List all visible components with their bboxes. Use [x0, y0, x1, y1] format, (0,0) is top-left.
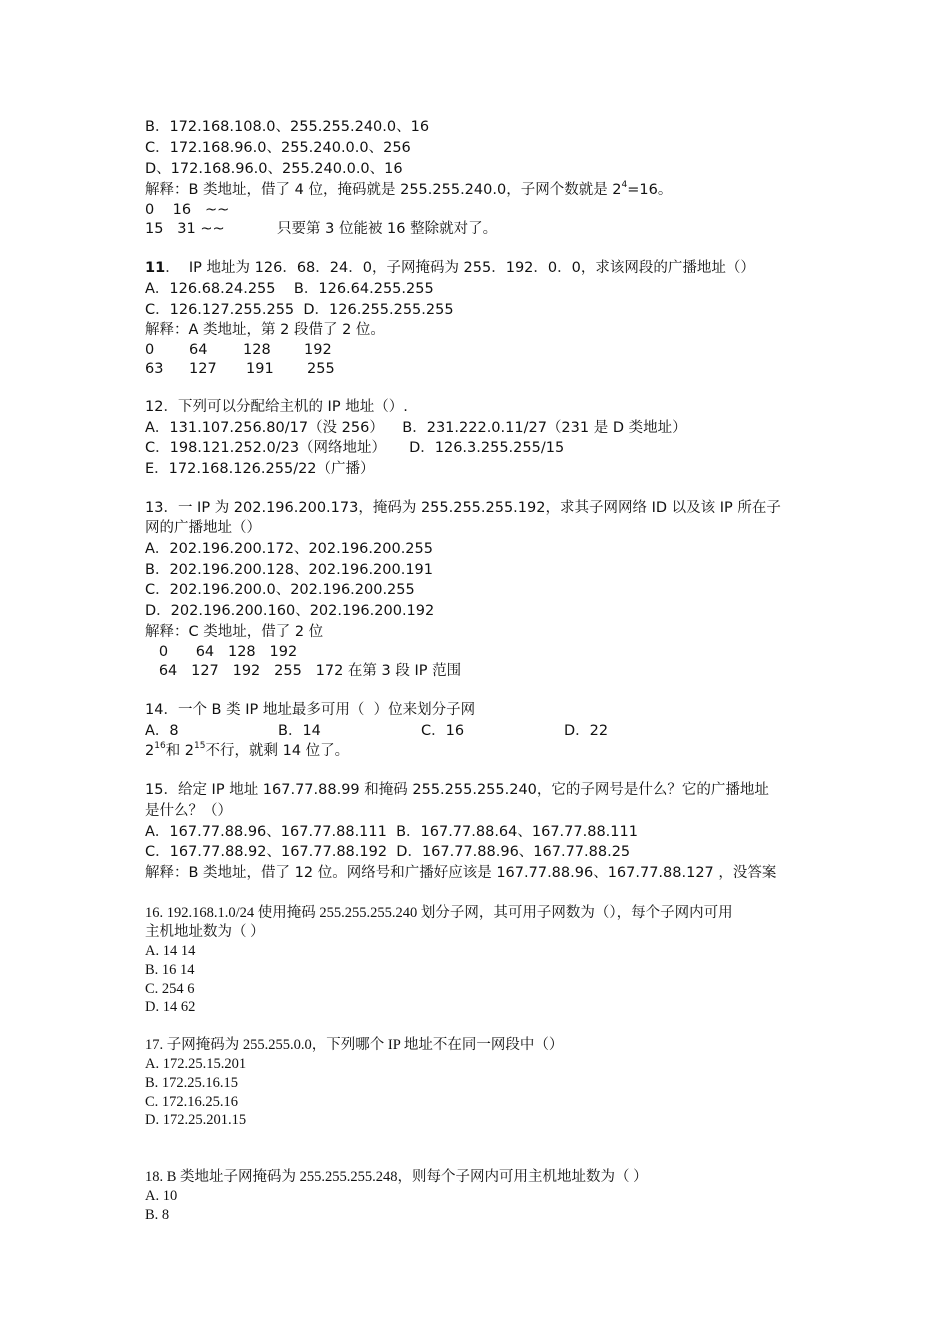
q15-options-ab: A．167.77.88.96、167.77.88.111 B．167.77.88.64、167.77.88.111 [145, 824, 638, 840]
q16-question-line-2: 主机地址数为（ ） [145, 924, 265, 940]
q10-option-b: B．172.168.108.0、255.255.240.0、16 [145, 119, 430, 135]
q14-note-exp-1: 16 [154, 741, 166, 752]
q13-range-row-1: 0 64 128 192 [145, 644, 298, 660]
q16-option-d: D. 14 62 [145, 999, 196, 1015]
q18-question: 18. B 类地址子网掩码为 255.255.255.248，则每个子网内可用主机地址数为（ ） [145, 1169, 648, 1185]
q10-range-row-1: 0 16 ~~ [145, 202, 230, 218]
q11-range-r2-c2: 127 [189, 361, 217, 377]
q16-question-line-1: 16. 192.168.1.0/24 使用掩码 255.255.255.240 划分子网，其可用子网数为（），每个子网内可用 [145, 905, 733, 921]
q10-explanation-result: =16。 [627, 182, 673, 198]
q14-option-c: C．16 [421, 723, 465, 739]
q11-range-r1-c4: 192 [304, 342, 332, 358]
q11-range-r2-c3: 191 [246, 361, 274, 377]
q12-options-ab: A．131.107.256.80/17（没 256） B．231.222.0.11/27（231 是 D 类地址） [145, 420, 687, 436]
q17-option-c: C. 172.16.25.16 [145, 1094, 239, 1110]
q10-range-note: 只要第 3 位能被 16 整除就对了。 [277, 221, 498, 237]
q10-exponent: 4 [621, 180, 628, 191]
q12-question: 12．下列可以分配给主机的 IP 地址（）. [145, 399, 408, 415]
q17-option-a: A. 172.25.15.201 [145, 1056, 247, 1072]
q14-option-b: B．14 [278, 723, 321, 739]
q14-note-tail: 不行，就剩 14 位了。 [205, 743, 350, 759]
q16-option-c: C. 254 6 [145, 981, 195, 997]
q15-question-line-2: 是什么？（） [145, 803, 232, 819]
q10-option-d: D、172.168.96.0、255.240.0.0、16 [145, 161, 403, 177]
q12-option-e: E．172.168.126.255/22（广播） [145, 461, 375, 477]
q14-option-a: A．8 [145, 723, 179, 739]
q15-options-cd: C．167.77.88.92、167.77.88.192 D．167.77.88.96、167.77.88.25 [145, 844, 631, 860]
q11-range-r2-c4: 255 [307, 361, 335, 377]
q14-note-base-1: 2 [145, 743, 155, 759]
q13-option-a: A．202.196.200.172、202.196.200.255 [145, 541, 433, 557]
q16-option-b: B. 16 14 [145, 962, 195, 978]
q11-options-cd: C．126.127.255.255 D．126.255.255.255 [145, 302, 454, 318]
q14-option-d: D．22 [564, 723, 609, 739]
q13-option-b: B．202.196.200.128、202.196.200.191 [145, 562, 434, 578]
q10-range-row-2: 15 31 ~~ [145, 221, 225, 237]
q16-option-a: A. 14 14 [145, 943, 196, 959]
q15-question-line-1: 15．给定 IP 地址 167.77.88.99 和掩码 255.255.255.240，它的子网号是什么？它的广播地址 [145, 782, 769, 798]
q11-options-ab: A．126.68.24.255 B．126.64.255.255 [145, 281, 434, 297]
q14-note-exp-2: 15 [194, 741, 206, 752]
q13-question-line-1: 13．一 IP 为 202.196.200.173，掩码为 255.255.255.192，求其子网网络 ID 以及该 IP 所在子 [145, 500, 781, 516]
q12-options-cd: C．198.121.252.0/23（网络地址） D．126.3.255.255/15 [145, 440, 565, 456]
q11-question-text: ． IP 地址为 126．68．24．0，子网掩码为 255．192．0．0，求该网段的广播地址（） [165, 260, 755, 276]
q13-question-line-2: 网的广播地址（） [145, 520, 261, 536]
q14-note-mid: 和 2 [165, 743, 195, 759]
q11-question [145, 258, 755, 278]
q11-range-r2-c1: 63 [145, 361, 164, 377]
q10-explanation [145, 180, 672, 200]
q11-number: 11 [145, 260, 166, 276]
q11-range-r1-c2: 64 [189, 342, 208, 358]
q17-question: 17. 子网掩码为 255.255.0.0，下列哪个 IP 地址不在同一网段中（） [145, 1037, 564, 1053]
q15-explanation: 解释：B 类地址，借了 12 位。网络号和广播好应该是 167.77.88.96、167.77.88.127 ，没答案 [145, 865, 777, 881]
q11-range-r1-c3: 128 [243, 342, 271, 358]
q10-option-c: C．172.168.96.0、255.240.0.0、256 [145, 140, 411, 156]
q13-option-c: C．202.196.200.0、202.196.200.255 [145, 582, 415, 598]
q11-range-r1-c1: 0 [145, 342, 155, 358]
q14-question: 14．一个 B 类 IP 地址最多可用（ ）位来划分子网 [145, 702, 476, 718]
q17-option-d: D. 172.25.201.15 [145, 1112, 247, 1128]
q18-option-a: A. 10 [145, 1188, 178, 1204]
q14-note [145, 741, 349, 761]
q17-option-b: B. 172.25.16.15 [145, 1075, 239, 1091]
q11-explanation: 解释：A 类地址，第 2 段借了 2 位。 [145, 322, 385, 338]
q13-range-row-2: 64 127 192 255 172 在第 3 段 IP 范围 [145, 663, 462, 679]
q10-explanation-text: 解释：B 类地址，借了 4 位，掩码就是 255.255.240.0，子网个数就是 2 [145, 182, 622, 198]
q13-explanation: 解释：C 类地址，借了 2 位 [145, 624, 324, 640]
q13-option-d: D．202.196.200.160、202.196.200.192 [145, 603, 435, 619]
q18-option-b: B. 8 [145, 1207, 170, 1223]
